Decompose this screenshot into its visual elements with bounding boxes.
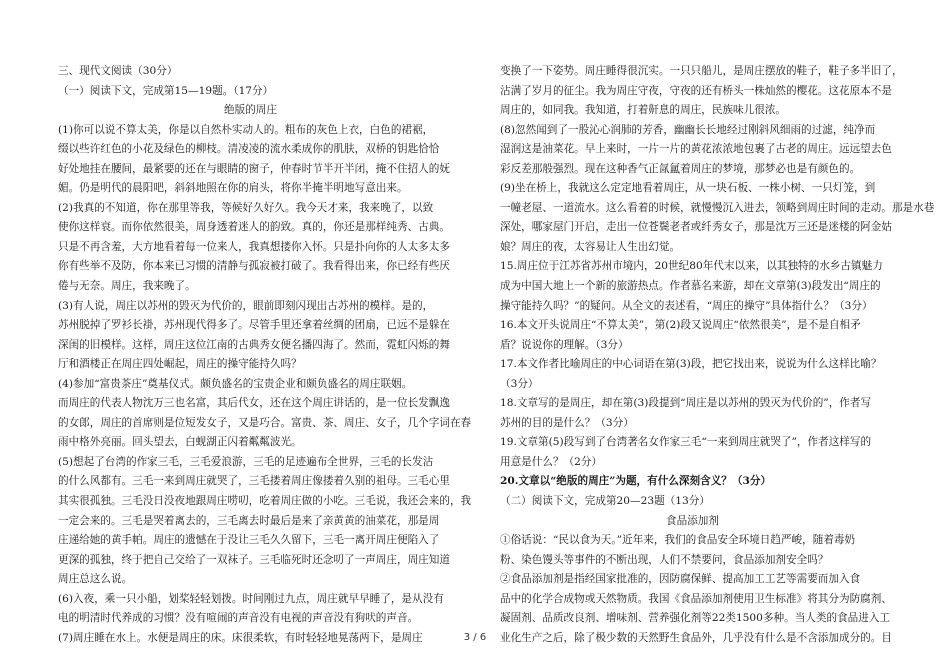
text-line: (5)想起了台湾的作家三毛，三毛爱浪游，三毛的足迹遍布全世界，三毛的长发沾 [58,455,434,468]
text-line: 只是不再含羞，大方地看着每一位来人，我真想搂你入怀。只是扑向你的人太多太多 [58,240,450,253]
text-line: 彩反差那般强烈。现在这种香气正氤氲着周庄的梦境，那梦必也是有颜色的。 [500,162,861,175]
text-line: 缀以些许红色的小花及绿色的柳枝。清凌凌的流水柔成你的肌肤，双桥的钥匙恰恰 [58,143,440,156]
text-line: 凝固剂、品质改良剂、增味剂、营养强化剂等22类1500多种。当人类的食品进入工 [500,612,891,625]
text-line: 深处，哪家屋门开启，走出一位苍鬓老者或纤秀女子，那是沈万三还是迷楼的阿金姑 [500,221,892,234]
text-line: （一）阅读下文，完成第15—19题。（17分） [58,84,274,97]
text-line: 苏州的目的是什么？（3分） [500,416,634,429]
text-line: 成为中国大地上一个新的旅游热点。作者慕名来游，却在文章第(3)段发出“周庄的 [500,280,881,293]
text-line: 16.本文开头说周庄“不算太美”，第(2)段又说周庄“依然很美”，是不是自相矛 [500,319,861,332]
text-line: ①俗话说：“民以食为天。”近年来，我们的食品安全环境日趋严峻，随着毒奶 [500,534,856,547]
text-line: 变换了一下姿势。周庄睡得很沉实。一只只船儿，是周庄摆放的鞋子，鞋子多半旧了， [500,65,903,77]
text-line: 庄递给她的黄手帕。周庄的遗憾在于没让三毛久久留下，三毛一离开周庄便陷入了 [58,534,440,547]
text-line: 媚。仍是明代的晨阳吧，斜斜地照在你的肩头，将你半掩半明地写意出来。 [58,182,408,195]
text-line: (2)我真的不知道，你在那里等我，等候好久好久。我今天才来，我来晚了，以致 [58,201,434,214]
text-line: 而周庄的代表人物沈万三也名富，其后代女，还在这个周庄讲话的，是一位长发飘逸 [58,397,450,410]
text-line: 更深的孤独，终于把自己交给了一双袜子。三毛临死时还念叨了一声周庄，周庄知道 [58,553,450,566]
text-line: 使你这样衰。而你依然很美，周身透着迷人的韵致。真的，你还是那样纯秀、古典。 [58,221,450,234]
text-line: (4)参加“富贵茶庄”奠基仪式。颇负盛名的宝贵企业和颇负盛名的周庄联姻。 [58,377,413,390]
text-line: 倦与无奈。周庄，我来晚了。 [58,280,196,293]
text-line: (6)入夜，乘一只小船，划桨轻轻划拨。时间刚过九点，周庄就早早睡了，是从没有 [58,592,444,605]
text-line: 的女郎，周庄的首席则是位短发女子，又是巧合。富贵、茶、周庄、女子，几个字词在春 [58,416,472,429]
text-line: 周庄的，如同我。我知道，打着鼾息的周庄，民族味儿很浓。 [500,104,787,117]
text-line: （二）阅读下文，完成第20—23题（13分） [500,495,710,508]
text-line: 20.文章以“绝版的周庄”为题，有什么深刻含义？（3分） [500,475,772,488]
text-line: 三、现代文阅读（30分） [58,65,178,77]
text-line: 用意是什么？（2分） [500,455,603,468]
text-line: 18.文章写的是周庄，却在第(3)段提到“周庄是以苏州的毁灭为代价的”，作者写 [500,397,872,410]
text-line: (9)坐在桥上，我就这么定定地看着周庄，从一块石板、一株小树、一只灯笼，到 [500,182,876,195]
text-line: 雨中格外亮丽。回头望去，白蚬湖正闪着粼粼波光。 [58,436,302,449]
text-line: (7)周庄睡在水上。水便是周庄的床。床很柔软，有时轻轻地晃荡两下，是周庄 [58,631,423,644]
text-line: (8)忽然闻到了一股沁心润肺的芳香，幽幽长长地经过刚斜风细雨的过滤，纯净而 [500,123,876,136]
text-line: 15.周庄位于江苏省苏州市境内，20世纪80年代末以来，以其独特的水乡古镇魅力 [500,260,883,273]
text-line: (3)有人说，周庄以苏州的毁灭为代价的，眼前即刻闪现出古苏州的模样。是的， [58,299,434,312]
text-line: 一幢老屋、一道流水。这么看着的时候，就慢慢沉入进去，领略到周庄时间的走动。那是水巷 [500,201,935,214]
text-line: 盾？说说你的理解。（3分） [500,338,629,351]
text-line: 17.本文作者比喻周庄的中心词语在第(3)段，把它找出来，说说为什么这样比喻？ [500,358,882,371]
text-line: 品中的化学合成物或天然物质。我国《食品添加剂使用卫生标准》将其分为防腐剂、 [500,592,892,605]
text-line: 娘？周庄的夜，太容易让人生出幻觉。 [500,240,681,253]
text-line: 操守能持久吗？”的疑问。从全文的表述看，“周庄的操守”具体指什么？（3分） [500,299,873,312]
text-line: （3分） [500,377,539,390]
text-line: ②食品添加剂是指经国家批准的，因防腐保鲜、提高加工工艺等需要而加入食 [500,573,861,586]
text-line: 周庄总这么说。 [58,573,133,586]
text-line: 粉、染色馒头等事件的不断出现，人们不禁要问，食品添加剂安全吗？ [500,553,829,566]
text-line: 苏州脱掉了罗衫长褂，苏州现代得多了。尽管手里还拿着丝绸的团扇，已远不是躲在 [58,319,450,332]
text-line: 你有些举不及防，你本来已习惯的清静与孤寂被打破了。我看得出来，你已经有些厌 [58,260,450,273]
text-line: 深闺的旧模样。这样，周庄这位江南的古典秀女便名播四海了。然而，霓虹闪烁的舞 [58,338,450,351]
text-line: 19.文章第(5)段写到了台湾著名女作家三毛“一来到周庄就哭了”，作者这样写的 [500,436,872,449]
text-line: 沾满了岁月的征尘。我为周庄守夜，守夜的还有桥头一株灿然的樱花。这花原本不是 [500,84,892,97]
text-line: 业化生产之后，除了极少数的天然野生食品外，几乎没有什么是不含添加成分的。目 [500,631,892,644]
text-line: 绝版的周庄 [224,104,277,117]
text-line: 湿润这是油菜花。早上来时，一片一片的黄花浓浓地包裹了古老的周庄。远远望去色 [500,143,892,156]
text-line: 厅和酒楼正在周庄四处崛起，周庄的操守能持久吗？ [58,358,302,371]
text-line: 好处地挂在腰间，最紧要的还在与眼睛的窗子，仲春时节半开半闭，掩不住招人的妩 [58,162,450,175]
left-text-column [58,62,472,648]
text-line: 其实很孤独。三毛没日没夜地跟周庄唠叨，吃着周庄做的小吃。三毛说，我还会来的，我 [58,495,472,508]
text-line: (1)你可以说不算太美，你是以自然朴实动人的。粗布的灰色上衣，白色的裙裾， [58,123,434,136]
text-line: 的什么风都有。三毛一来到周庄就哭了，三毛搂着周庄像搂着久别的祖母。三毛心里 [58,475,450,488]
page-number: 3 / 6 [463,632,487,643]
text-line: 一定会来的。三毛是哭着离去的，三毛离去时最后是来了亲黄黄的油菜花，那是周 [58,514,440,527]
text-line: 电的明清时代养成的习惯？没有喧闹的声音没有电视的声音没有狗吠的声音。 [58,612,419,625]
text-line: 食品添加剂 [666,514,719,527]
right-text-column [500,62,935,648]
